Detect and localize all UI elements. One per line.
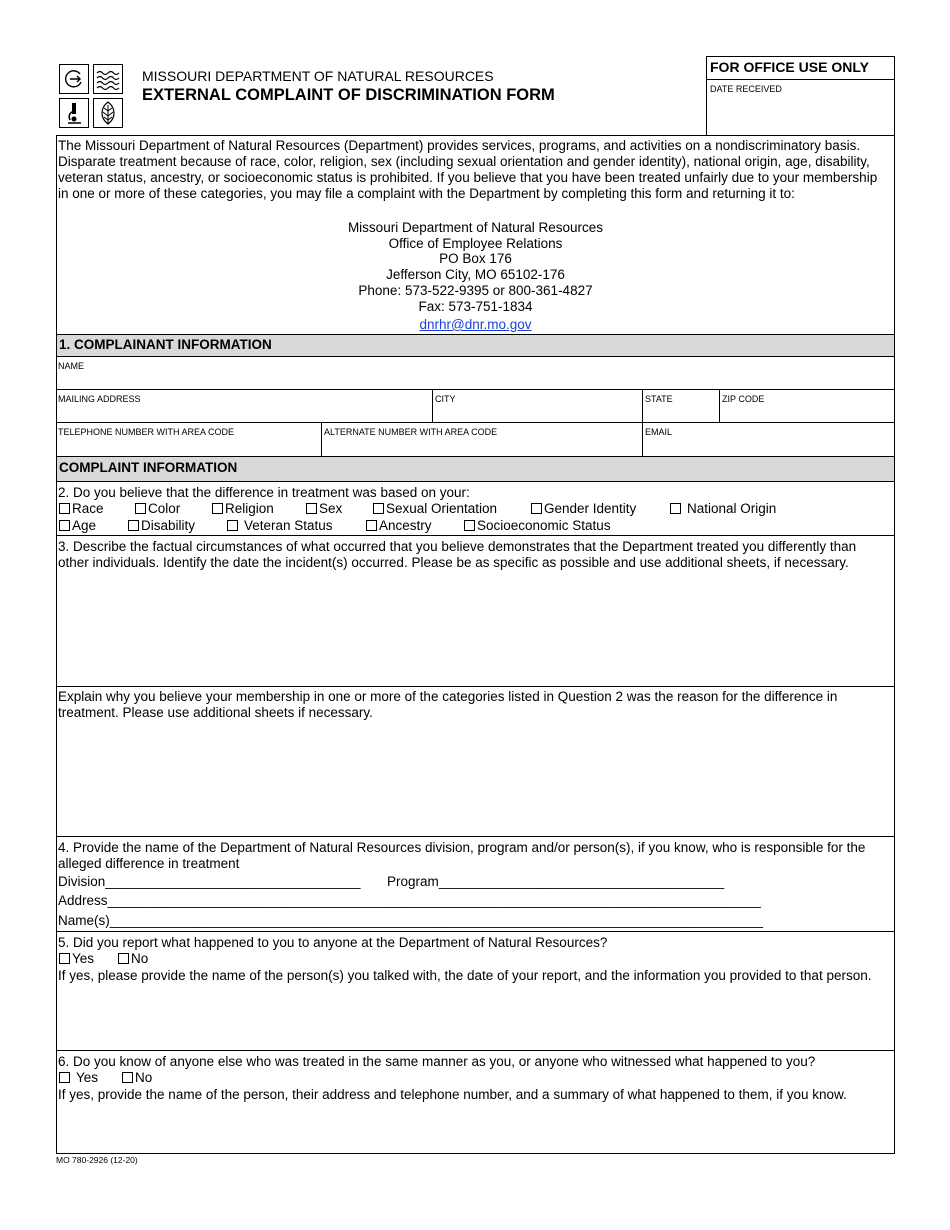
question-4: 4. Provide the name of the Department of Natural Resources division, program and/or person(s), if you know, who is responsible for the alleged difference in treatment	[58, 840, 866, 871]
water-waves-icon	[93, 64, 123, 94]
address-line: PO Box 176	[439, 251, 512, 266]
question-3: 3. Describe the factual circumstances of what occurred that you believe demonstrates that the Department treated you differently than other individuals. Identify the date the incident(s) occurred. Please be as specific as possible and use additional sheets, if necessary.	[58, 539, 857, 570]
email-link[interactable]: dnrhr@dnr.mo.gov	[419, 317, 532, 332]
address-line: Missouri Department of Natural Resources	[347, 220, 604, 235]
question-5-followup: If yes, please provide the name of the person(s) you talked with, the date of your report, and the information you provided to that person.	[58, 968, 872, 983]
form-title: EXTERNAL COMPLAINT OF DISCRIMINATION FORM	[142, 86, 555, 104]
divider	[56, 356, 895, 357]
checkbox[interactable]	[366, 520, 377, 531]
email-link-wrap	[56, 317, 895, 332]
checkbox[interactable]	[373, 503, 384, 514]
divider	[56, 481, 895, 482]
checkbox[interactable]	[464, 520, 475, 531]
option-sex[interactable]: Sex	[306, 501, 342, 517]
q5-yes-option[interactable]: Yes	[59, 951, 94, 967]
arrow-circle-icon	[59, 64, 89, 94]
divider	[56, 535, 895, 536]
option-color[interactable]: Color	[135, 501, 180, 517]
intro-paragraph: The Missouri Department of Natural Resources (Department) provides services, programs, and activities on a nondiscriminatory basis. Disparate treatment because of race, color, religion, sex (including sexual orientation and gender identity), national origin, age, disability, veteran status, ancestry, or socioeconomic status is prohibited. If you believe that you have been treated unfairly due to your membership in one or more of these categories, you may file a complaint with the Department by completing this form and returning it to:	[58, 138, 878, 201]
option-disability[interactable]: Disability	[128, 518, 195, 534]
q6-no-option[interactable]: No	[122, 1070, 152, 1086]
option-ancestry[interactable]: Ancestry	[366, 518, 432, 534]
address-line: Fax: 573-751-1834	[418, 299, 533, 314]
divider	[56, 836, 895, 837]
email-field[interactable]: EMAIL	[645, 427, 673, 437]
microscope-icon	[59, 98, 89, 128]
explain-question: Explain why you believe your membership in one or more of the categories listed in Question 2 was the reason for the difference in treatment. Please use additional sheets if necessary.	[58, 689, 838, 720]
office-use-heading: FOR OFFICE USE ONLY	[707, 57, 894, 80]
leaf-icon	[93, 98, 123, 128]
question-5: 5. Did you report what happened to you to anyone at the Department of Natural Resources?	[58, 935, 608, 950]
office-use-box	[706, 56, 895, 136]
divider	[719, 389, 720, 422]
address-line: Jefferson City, MO 65102-176	[386, 267, 565, 282]
checkbox[interactable]	[670, 503, 681, 514]
divider	[321, 422, 322, 456]
checkbox[interactable]	[531, 503, 542, 514]
program-line[interactable]: Program______________________________________	[387, 874, 725, 889]
q6-yes-option[interactable]: Yes	[59, 1070, 98, 1086]
option-religion[interactable]: Religion	[212, 501, 274, 517]
option-national-origin[interactable]: National Origin	[670, 501, 776, 517]
address-fill-line[interactable]: Address_______________________________________________________________________________________	[58, 893, 761, 908]
divider	[56, 422, 895, 423]
question-6: 6. Do you know of anyone else who was treated in the same manner as you, or anyone who witnessed what happened to you?	[58, 1054, 816, 1069]
option-veteran-status[interactable]: Veteran Status	[227, 518, 333, 534]
section-complaint-heading: COMPLAINT INFORMATION	[57, 457, 894, 481]
zip-code-field[interactable]: ZIP CODE	[722, 394, 765, 404]
option-socioeconomic-status[interactable]: Socioeconomic Status	[464, 518, 611, 534]
question-2: 2. Do you believe that the difference in treatment was based on your:	[58, 485, 470, 500]
date-received-field[interactable]: DATE RECEIVED	[710, 84, 782, 94]
alternate-number-field[interactable]: ALTERNATE NUMBER WITH AREA CODE	[324, 427, 498, 437]
checkbox[interactable]	[306, 503, 317, 514]
checkbox[interactable]	[59, 503, 70, 514]
checkbox[interactable]	[118, 953, 129, 964]
names-line[interactable]: Name(s)_______________________________________________________________________________________	[58, 913, 763, 928]
division-line[interactable]: Division__________________________________	[58, 874, 361, 889]
state-field[interactable]: STATE	[645, 394, 673, 404]
divider	[56, 686, 895, 687]
q5-no-option[interactable]: No	[118, 951, 148, 967]
checkbox[interactable]	[128, 520, 139, 531]
option-gender-identity[interactable]: Gender Identity	[531, 501, 636, 517]
department-name: MISSOURI DEPARTMENT OF NATURAL RESOURCES	[142, 68, 494, 84]
mailing-address-field[interactable]: MAILING ADDRESS	[58, 394, 141, 404]
divider	[56, 389, 895, 390]
divider	[56, 1050, 895, 1051]
address-line: Phone: 573-522-9395 or 800-361-4827	[358, 283, 593, 298]
question-6-followup: If yes, provide the name of the person, their address and telephone number, and a summary of what happened to them, if you know.	[58, 1087, 847, 1102]
checkbox[interactable]	[227, 520, 238, 531]
department-logo	[59, 64, 125, 130]
divider	[56, 931, 895, 932]
divider	[432, 389, 433, 422]
section-complainant-heading: 1. COMPLAINANT INFORMATION	[57, 335, 894, 356]
checkbox[interactable]	[59, 953, 70, 964]
checkbox[interactable]	[59, 520, 70, 531]
form-number: MO 780-2926 (12-20)	[56, 1155, 138, 1165]
checkbox[interactable]	[59, 1072, 70, 1083]
telephone-field[interactable]: TELEPHONE NUMBER WITH AREA CODE	[58, 427, 235, 437]
name-field[interactable]: NAME	[58, 361, 85, 371]
city-field[interactable]: CITY	[435, 394, 456, 404]
checkbox[interactable]	[135, 503, 146, 514]
checkbox[interactable]	[122, 1072, 133, 1083]
option-age[interactable]: Age	[59, 518, 96, 534]
option-sexual-orientation[interactable]: Sexual Orientation	[373, 501, 497, 517]
option-race[interactable]: Race	[59, 501, 104, 517]
checkbox[interactable]	[212, 503, 223, 514]
address-line: Office of Employee Relations	[388, 236, 563, 251]
